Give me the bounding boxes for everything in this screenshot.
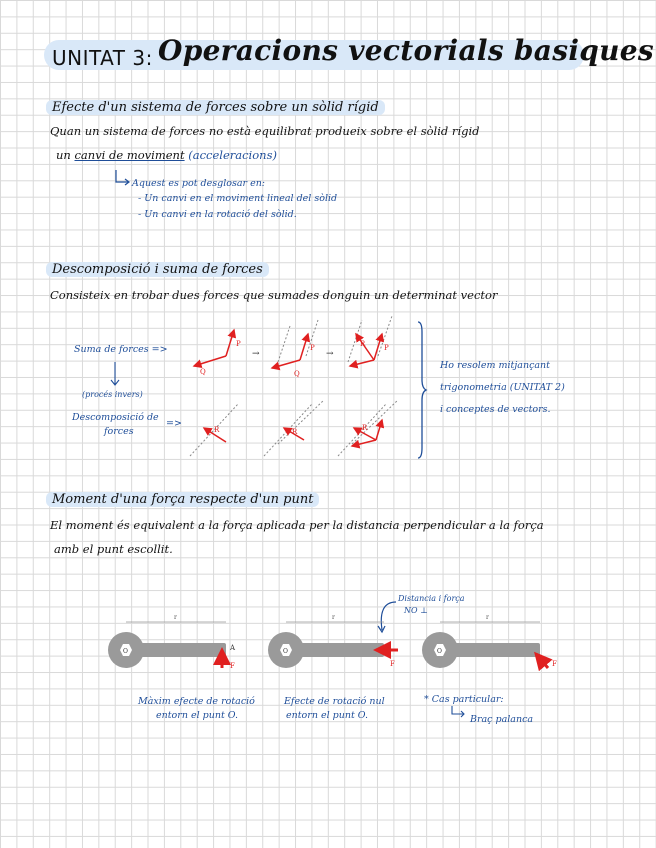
svg-text:Q: Q — [294, 370, 300, 378]
label-decomp-arrow: => — [166, 418, 182, 429]
svg-text:P: P — [310, 344, 315, 352]
diagram-sum-3 — [348, 316, 392, 366]
wrench-2 — [268, 614, 398, 668]
arrow-right-icon — [450, 706, 468, 720]
caption-3-line2: Braç palanca — [470, 714, 534, 725]
section3-line1: El moment és equivalent a la força aplicada per la distancia perpendicular a la força — [50, 518, 544, 532]
label-proces-invers: (procés invers) — [82, 390, 143, 399]
diagram-decomp-3 — [338, 400, 398, 456]
section1-line2: un canvi de moviment (acceleracions) — [56, 148, 277, 162]
note-arrow-icon — [110, 170, 130, 190]
svg-text:F: F — [390, 660, 395, 668]
svg-text:A: A — [230, 644, 236, 652]
svg-text:r: r — [332, 614, 335, 621]
caption-3-line1: * Cas particular: — [424, 694, 504, 705]
side-note-3: i conceptes de vectors. — [440, 404, 551, 415]
annotation-distance: Distancia i força — [398, 594, 465, 603]
svg-text:→: → — [326, 349, 334, 359]
section2-heading: Descomposició i suma de forces — [46, 262, 269, 277]
caption-1-line1: Màxim efecte de rotació — [138, 696, 255, 707]
diagram-decomp-1 — [190, 404, 238, 456]
svg-text:O: O — [123, 648, 128, 655]
page-title: Operacions vectorials basiques — [158, 34, 654, 67]
annotation-not-perp: NO ⊥ — [404, 606, 428, 615]
label-suma-forces: Suma de forces => — [74, 344, 168, 355]
caption-1-line2: entorn el punt O. — [156, 710, 239, 721]
section2-line1: Consisteix en trobar dues forces que sumades donguin un determinat vector — [50, 288, 498, 302]
svg-text:Q: Q — [200, 368, 206, 376]
wrench-diagrams — [106, 610, 566, 680]
diagram-decomp-2 — [264, 400, 324, 456]
wrench-1 — [108, 614, 236, 670]
caption-2-line1: Efecte de rotació nul — [284, 696, 385, 707]
down-arrow-icon — [110, 362, 120, 388]
svg-text:R: R — [362, 424, 368, 432]
label-forces: forces — [104, 426, 134, 437]
brace-icon — [412, 322, 428, 458]
vector-sum-diagrams — [186, 316, 406, 466]
note-item-2: - Un canvi en la rotació del sòlid. — [138, 209, 297, 220]
note-heading: Aquest es pot desglosar en: — [132, 178, 266, 189]
section1-heading: Efecte d'un sistema de forces sobre un sòlid rígid — [46, 100, 385, 115]
section3-heading: Moment d'una força respecte d'un punt — [46, 492, 319, 507]
section1-line1: Quan un sistema de forces no està equilibrat produeix sobre el sòlid rígid — [50, 124, 480, 138]
wrench-3 — [422, 614, 557, 668]
svg-text:O: O — [283, 648, 288, 655]
section3-line2: amb el punt escollit. — [54, 542, 173, 556]
svg-text:R: R — [214, 426, 220, 434]
svg-text:r: r — [486, 614, 489, 621]
note-item-1: - Un canvi en el moviment lineal del sòlid — [138, 193, 338, 204]
svg-text:r: r — [174, 614, 177, 621]
svg-text:→: → — [252, 349, 260, 359]
unit-label: UNITAT 3: — [52, 46, 153, 70]
svg-text:F: F — [552, 660, 557, 668]
svg-text:R: R — [360, 340, 366, 348]
side-note-2: trigonometria (UNITAT 2) — [440, 382, 565, 393]
label-descomposicio: Descomposició de — [72, 412, 159, 423]
svg-text:F: F — [230, 662, 235, 670]
diagram-sum-1 — [194, 330, 241, 376]
svg-text:P: P — [236, 340, 241, 348]
svg-text:O: O — [437, 648, 442, 655]
svg-text:R: R — [292, 428, 298, 436]
caption-2-line2: entorn el punt O. — [286, 710, 369, 721]
diagram-sum-2 — [272, 320, 318, 378]
side-note-1: Ho resolem mitjançant — [440, 360, 550, 371]
svg-text:P: P — [384, 344, 389, 352]
